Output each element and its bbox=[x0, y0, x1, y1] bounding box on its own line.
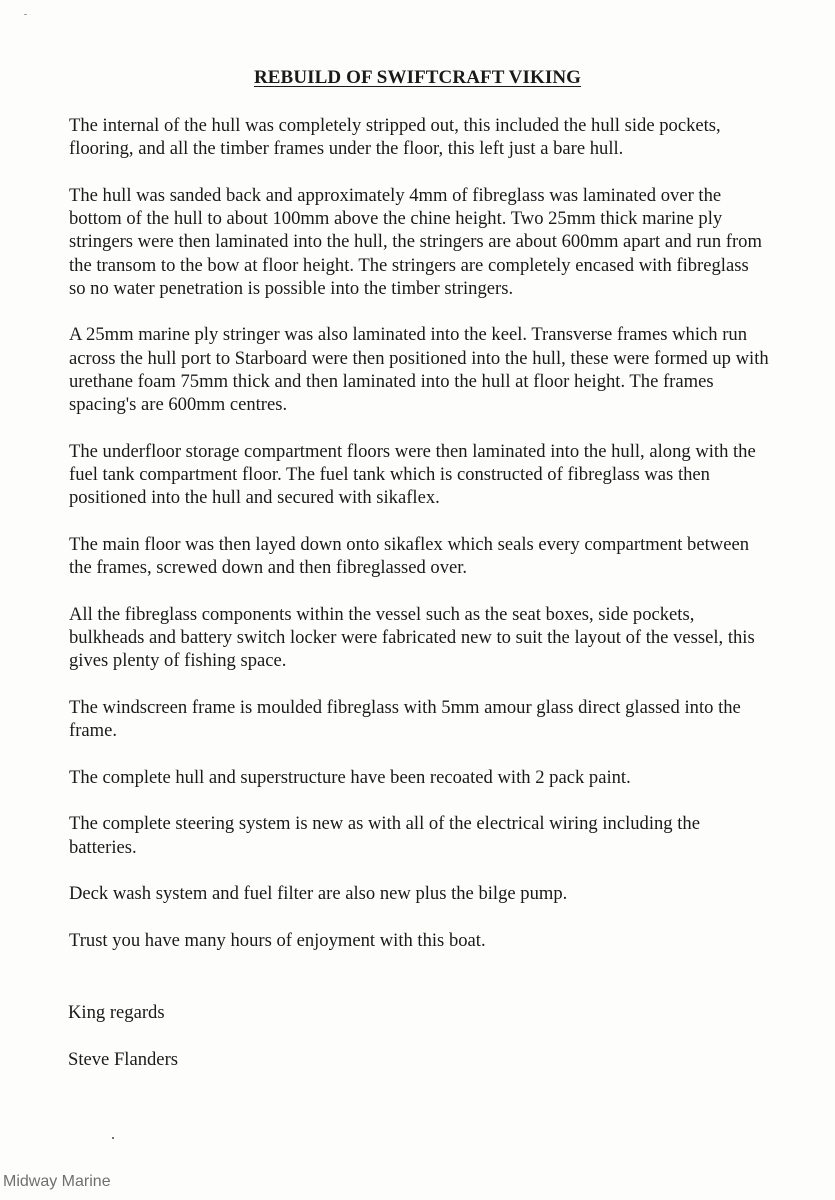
closing-regards: King regards bbox=[68, 1002, 165, 1023]
paragraph-steering: The complete steering system is new as with all of the electrical wiring including the batteries. bbox=[69, 813, 700, 858]
paragraph-keel-frames: A 25mm marine ply stringer was also laminated into the keel. Transverse frames which run across the hull port to Starboard were then positioned into the hull, these were formed up with urethane foam 75mm thick and then laminated into the hull at floor height. The frames spacing's are 600mm centres. bbox=[69, 324, 769, 416]
paragraph-deck-wash: Deck wash system and fuel filter are also new plus the bilge pump. bbox=[69, 883, 568, 905]
paragraph-underfloor-storage: The underfloor storage compartment floors were then laminated into the hull, along with the fuel tank compartment floor. The fuel tank which is constructed of fibreglass was then positioned into the hull and secured with sikaflex. bbox=[69, 440, 756, 509]
paragraph-hull-stripped: The internal of the hull was completely stripped out, this included the hull side pockets, flooring, and all the timber frames under the floor, this left just a bare hull. bbox=[69, 115, 721, 160]
watermark-text: Midway Marine bbox=[3, 1173, 111, 1190]
paragraph-main-floor: The main floor was then layed down onto sikaflex which seals every compartment between the frames, screwed down and then fibreglassed over. bbox=[69, 533, 750, 579]
document-body bbox=[69, 114, 769, 976]
signature-name: Steve Flanders bbox=[68, 1049, 178, 1070]
scan-speck bbox=[24, 14, 27, 15]
scan-speck bbox=[112, 1137, 114, 1139]
paragraph-fibreglass-stringers: The hull was sanded back and approximately 4mm of fibreglass was laminated over the bottom of the hull to about 100mm above the chine height. Two 25mm thick marine ply stringers were then laminated into the hull, the stringers are about 600mm apart and run from the transom to the bow at floor height. The stringers are completely encased with fibreglass so no water penetration is possible into the timber stringers. bbox=[69, 184, 762, 299]
paragraph-fibreglass-components: All the fibreglass components within the vessel such as the seat boxes, side pockets, bulkheads and battery switch locker were fabricated new to suit the layout of the vessel, this gives plenty of fishing space. bbox=[69, 603, 755, 672]
paragraph-enjoyment: Trust you have many hours of enjoyment with this boat. bbox=[69, 930, 486, 952]
document-title: REBUILD OF SWIFTCRAFT VIKING bbox=[253, 67, 582, 88]
paragraph-windscreen: The windscreen frame is moulded fibreglass with 5mm amour glass direct glassed into the frame. bbox=[69, 696, 741, 742]
paragraph-paint: The complete hull and superstructure have been recoated with 2 pack paint. bbox=[69, 766, 631, 788]
